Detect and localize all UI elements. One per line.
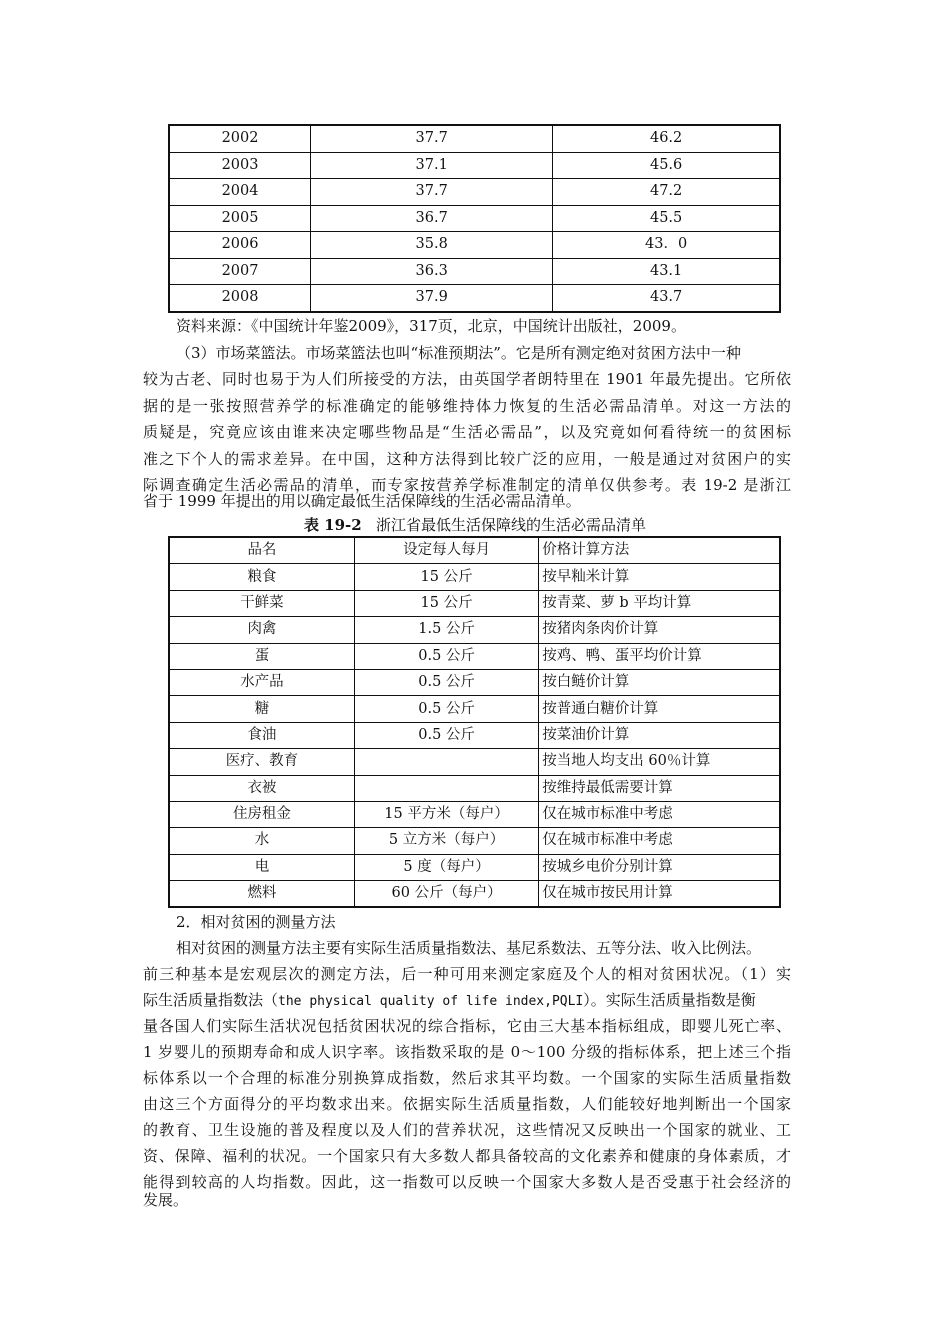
value-cell: 36.7 <box>311 205 553 232</box>
quantity-cell: 5 立方米（每户） <box>354 828 538 854</box>
table-caption-label: 表 19-2 <box>303 516 362 534</box>
year-cell: 2004 <box>169 179 311 206</box>
method-cell: 仅在城市按民用计算 <box>539 881 780 908</box>
table-row <box>169 775 780 801</box>
text-run: 际生活质量指数法（ <box>143 991 279 1009</box>
statistics-table-body <box>169 125 780 312</box>
text-run: ）。实际生活质量指数是衡 <box>583 991 756 1009</box>
quantity-cell: 15 公斤 <box>354 564 538 590</box>
paragraph-line: 相对贫困的测量方法主要有实际生活质量指数法、基尼系数法、五等分法、收入比例法。 <box>176 939 762 957</box>
value-cell: 43.7 <box>553 285 780 312</box>
item-cell: 食油 <box>169 722 354 748</box>
value-cell: 45.5 <box>553 205 780 232</box>
method-cell: 按鸡、鸭、蛋平均价计算 <box>539 643 780 669</box>
paragraph-line: 能得到较高的人均指数。因此，这一指数可以反映一个国家大多数人是否受惠于社会经济的 <box>143 1173 791 1191</box>
item-cell: 水产品 <box>169 669 354 695</box>
paragraph-line: 1 岁婴儿的预期寿命和成人识字率。该指数采取的是 0～100 分级的指标体系，把上述三个指 <box>143 1043 791 1061</box>
paragraph-line <box>143 990 756 1012</box>
necessities-table <box>168 536 781 908</box>
table-row <box>169 232 780 259</box>
table-row <box>169 152 780 179</box>
paragraph-line: 由这三个方面得分的平均数求出来。依据实际生活质量指数，人们能较好地判断出一个国家 <box>143 1095 791 1113</box>
paragraph-line: 量各国人们实际生活状况包括贫困状况的综合指标，它由三大基本指标组成，即婴儿死亡率、 <box>143 1017 791 1035</box>
paragraph-line: 发展。 <box>143 1191 189 1209</box>
table-row <box>169 179 780 206</box>
item-cell: 肉禽 <box>169 617 354 643</box>
method-cell: 按白鲢价计算 <box>539 669 780 695</box>
value-cell: 43．0 <box>553 232 780 259</box>
table-caption-title: 浙江省最低生活保障线的生活必需品清单 <box>376 516 647 534</box>
year-cell: 2003 <box>169 152 311 179</box>
section-heading: 2．相对贫困的测量方法 <box>176 913 336 931</box>
table-row <box>169 285 780 312</box>
table-row <box>169 643 780 669</box>
year-cell: 2007 <box>169 258 311 285</box>
value-cell: 46.2 <box>553 125 780 152</box>
paragraph-line: 标体系以一个合理的标准分别换算成指数，然后求其平均数。一个国家的实际生活质量指数 <box>143 1069 791 1087</box>
method-cell: 按普通白糖价计算 <box>539 696 780 722</box>
table-row <box>169 125 780 152</box>
value-cell: 37.9 <box>311 285 553 312</box>
table-row <box>169 205 780 232</box>
quantity-cell: 0.5 公斤 <box>354 669 538 695</box>
table-row <box>169 564 780 590</box>
table-caption <box>0 515 950 535</box>
item-cell: 燃料 <box>169 881 354 908</box>
source-note: 资料来源：《中国统计年鉴2009》，317页，北京，中国统计出版社，2009。 <box>176 317 686 335</box>
value-cell: 36.3 <box>311 258 553 285</box>
table-row <box>169 828 780 854</box>
method-cell: 按早籼米计算 <box>539 564 780 590</box>
quantity-cell: 5 度（每户） <box>354 854 538 880</box>
method-cell: 按青菜、萝 b 平均计算 <box>539 590 780 616</box>
table-row <box>169 696 780 722</box>
paragraph-line: 准之下个人的需求差异。在中国，这种方法得到比较广泛的应用，一般是通过对贫困户的实 <box>143 450 791 468</box>
english-term: the physical quality of life index,PQLI <box>278 994 584 1009</box>
paragraph-line: 较为古老、同时也易于为人们所接受的方法，由英国学者朗特里在 1901 年最先提出。它所依 <box>143 370 791 388</box>
year-cell: 2008 <box>169 285 311 312</box>
paragraph-line: 前三种基本是宏观层次的测定方法，后一种可用来测定家庭及个人的相对贫困状况。（1）实 <box>143 965 791 983</box>
paragraph-line: （3）市场菜篮法。市场菜篮法也叫“标准预期法”。它是所有测定绝对贫困方法中一种 <box>176 344 741 362</box>
paragraph-line: 际调查确定生活必需品的清单，而专家按营养学标准制定的清单仅供参考。表 19-2 是浙江 <box>143 476 791 494</box>
quantity-cell <box>354 749 538 775</box>
method-cell: 按当地人均支出 60％计算 <box>539 749 780 775</box>
item-cell: 水 <box>169 828 354 854</box>
method-cell: 按城乡电价分别计算 <box>539 854 780 880</box>
item-cell: 粮食 <box>169 564 354 590</box>
quantity-cell: 0.5 公斤 <box>354 722 538 748</box>
quantity-cell: 1.5 公斤 <box>354 617 538 643</box>
quantity-cell: 15 公斤 <box>354 590 538 616</box>
header-cell-quantity: 设定每人每月 <box>354 537 538 564</box>
item-cell: 医疗、教育 <box>169 749 354 775</box>
table-row <box>169 669 780 695</box>
table-row <box>169 749 780 775</box>
quantity-cell: 0.5 公斤 <box>354 696 538 722</box>
method-cell: 按维持最低需要计算 <box>539 775 780 801</box>
value-cell: 45.6 <box>553 152 780 179</box>
value-cell: 43.1 <box>553 258 780 285</box>
item-cell: 衣被 <box>169 775 354 801</box>
year-cell: 2005 <box>169 205 311 232</box>
value-cell: 47.2 <box>553 179 780 206</box>
header-cell-method: 价格计算方法 <box>539 537 780 564</box>
method-cell: 仅在城市标准中考虑 <box>539 828 780 854</box>
value-cell: 37.1 <box>311 152 553 179</box>
table-row <box>169 258 780 285</box>
method-cell: 按菜油价计算 <box>539 722 780 748</box>
paragraph-line: 资、保障、福利的状况。一个国家只有大多数人都具备较高的文化素养和健康的身体素质，才 <box>143 1147 791 1165</box>
method-cell: 按猪肉条肉价计算 <box>539 617 780 643</box>
paragraph-line: 据的是一张按照营养学的标准确定的能够维持体力恢复的生活必需品清单。对这一方法的 <box>143 397 791 415</box>
table-row <box>169 617 780 643</box>
header-cell-item: 品名 <box>169 537 354 564</box>
quantity-cell: 60 公斤（每户） <box>354 881 538 908</box>
quantity-cell: 15 平方米（每户） <box>354 801 538 827</box>
quantity-cell: 0.5 公斤 <box>354 643 538 669</box>
table-row <box>169 590 780 616</box>
paragraph-line: 省于 1999 年提出的用以确定最低生活保障线的生活必需品清单。 <box>143 492 581 510</box>
table-header-row <box>169 537 780 564</box>
statistics-table <box>168 124 781 313</box>
quantity-cell <box>354 775 538 801</box>
year-cell: 2002 <box>169 125 311 152</box>
value-cell: 35.8 <box>311 232 553 259</box>
table-row <box>169 881 780 908</box>
value-cell: 37.7 <box>311 125 553 152</box>
table-row <box>169 854 780 880</box>
item-cell: 糖 <box>169 696 354 722</box>
method-cell: 仅在城市标准中考虑 <box>539 801 780 827</box>
paragraph-line: 的教育、卫生设施的普及程度以及人们的营养状况，这些情况又反映出一个国家的就业、工 <box>143 1121 791 1139</box>
item-cell: 干鲜菜 <box>169 590 354 616</box>
year-cell: 2006 <box>169 232 311 259</box>
value-cell: 37.7 <box>311 179 553 206</box>
item-cell: 蛋 <box>169 643 354 669</box>
item-cell: 电 <box>169 854 354 880</box>
table-row <box>169 722 780 748</box>
item-cell: 住房租金 <box>169 801 354 827</box>
necessities-table-body <box>169 537 780 907</box>
table-row <box>169 801 780 827</box>
paragraph-line: 质疑是，究竟应该由谁来决定哪些物品是“生活必需品”，以及究竟如何看待统一的贫困标 <box>143 423 791 441</box>
